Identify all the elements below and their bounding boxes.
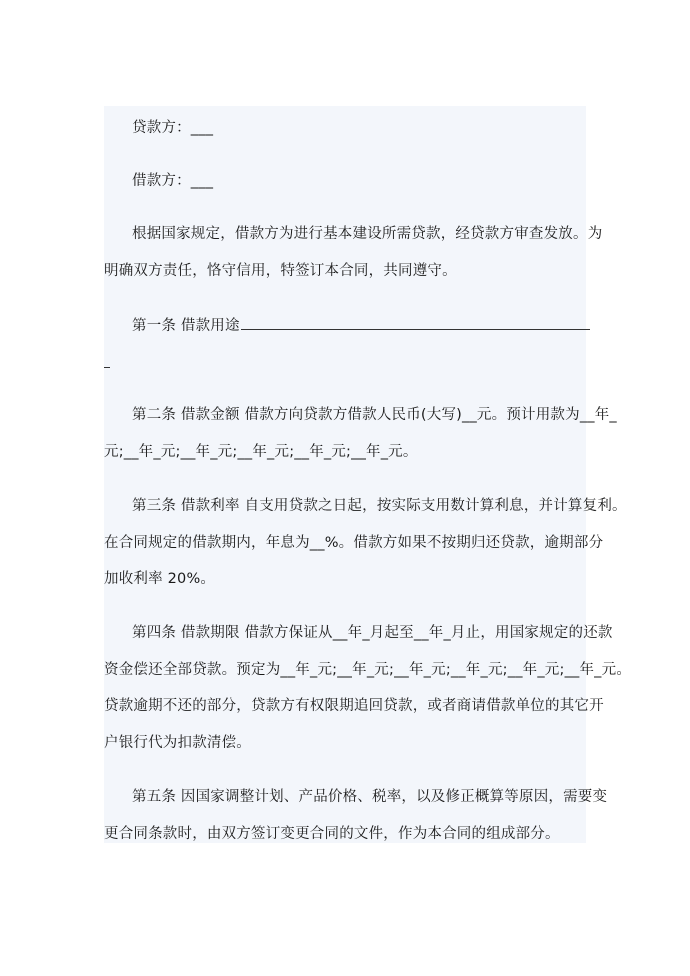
article-3-line-2: 在合同规定的借款期内，年息为__%。借款方如果不按期归还贷款，逾期部分 (104, 535, 604, 551)
article-4-line-3: 贷款逾期不还的部分，贷款方有权限期追回贷款，或者商请借款单位的其它开 (104, 698, 604, 714)
article-2-line-2: 元;__年_元;__年_元;__年_元;__年_元;__年_元。 (104, 444, 418, 460)
preamble-line-1: 根据国家规定，借款方为进行基本建设所需贷款，经贷款方审查发放。为 (132, 226, 603, 242)
article-1-label: 第一条 借款用途 (132, 318, 240, 334)
article-1-trailing-dash (104, 353, 110, 368)
article-3-line-1: 第三条 借款利率 自支用贷款之日起，按实际支用数计算利息，并计算复利。 (132, 498, 627, 514)
article-4-line-4: 户银行代为扣款清偿。 (104, 735, 251, 751)
article-1-line (104, 315, 590, 336)
article-4-line-2: 资金偿还全部贷款。预定为__年_元;__年_元;__年_元;__年_元;__年_元;__年_元。 (104, 662, 632, 678)
article-5-line-2: 更合同条款时，由双方签订变更合同的文件，作为本合同的组成部分。 (104, 826, 560, 842)
article-2-line-1: 第二条 借款金额 借款方向贷款方借款人民币(大写)__元。预计用款为__年_ (132, 407, 617, 423)
article-1-continuation (104, 353, 110, 374)
article-5-line-1: 第五条 因国家调整计划、产品价格、税率，以及修正概算等原因，需要变 (132, 789, 608, 805)
borrower-line: 借款方：___ (132, 173, 214, 189)
article-1-blank-rule (241, 315, 590, 330)
article-3-line-3: 加收利率 20%。 (104, 571, 216, 587)
lender-line: 贷款方：___ (132, 120, 214, 136)
preamble-line-2: 明确双方责任，恪守信用，特签订本合同，共同遵守。 (104, 263, 457, 279)
article-4-line-1: 第四条 借款期限 借款方保证从__年_月起至__年_月止，用国家规定的还款 (132, 625, 613, 641)
